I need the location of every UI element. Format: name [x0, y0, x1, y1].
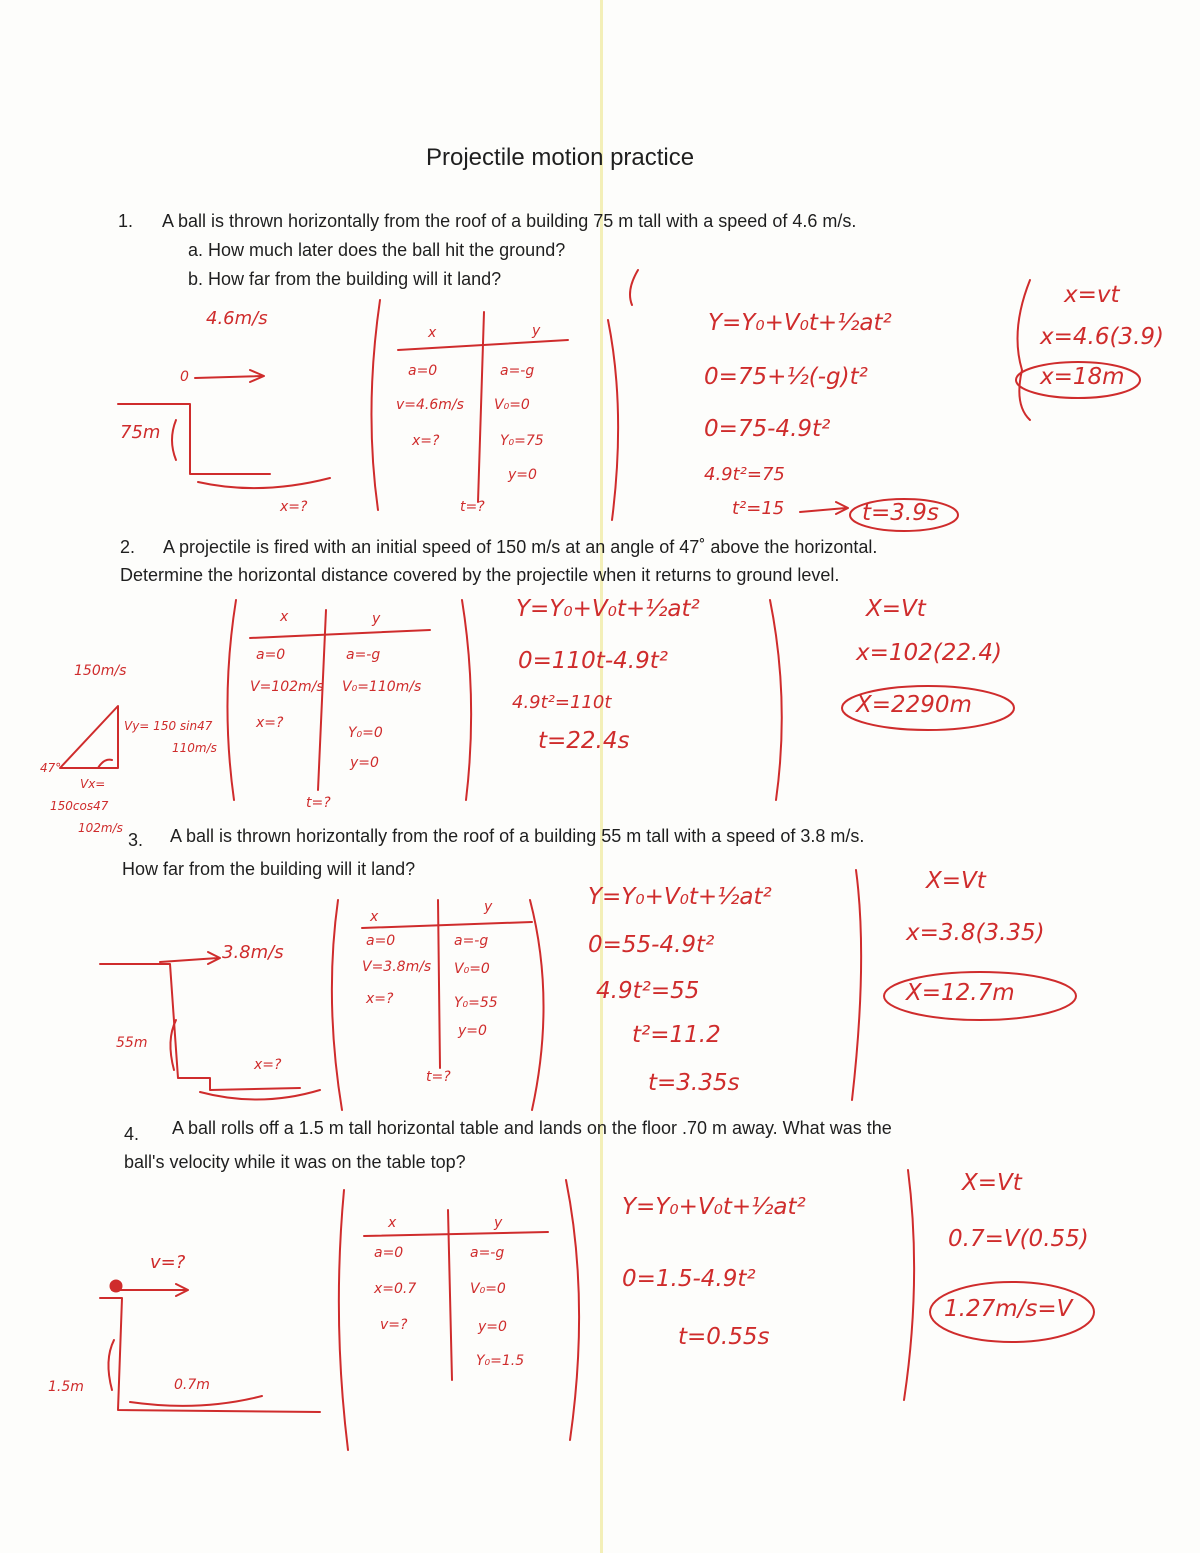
q2-table-hline	[250, 630, 430, 638]
q4-table-outline	[100, 1298, 320, 1412]
q1-t-arrow	[800, 502, 848, 514]
q4-sketch-speed: v=?	[150, 1252, 186, 1273]
q3-sketch-height: 55m	[116, 1035, 148, 1051]
q1-table-y-2: Y₀=75	[500, 433, 544, 449]
q2-eq-1: 0=110t-4.9t²	[518, 648, 668, 674]
q2-text-2: Determine the horizontal distance covered by the projectile when it returns to ground level.	[120, 565, 840, 585]
q4-table-y-2: y=0	[478, 1319, 507, 1335]
q4-table-bracket-right	[566, 1180, 579, 1440]
q3-sketch-distance: x=?	[254, 1057, 282, 1073]
q4-number: 4.	[124, 1124, 140, 1144]
q3-table-x-head: x	[370, 909, 379, 925]
q1-sketch-distance: x=?	[280, 499, 308, 515]
q3-table-x-1: V=3.8m/s	[362, 959, 432, 975]
q2-table-vline	[318, 610, 326, 790]
q1-table-y-1: V₀=0	[494, 397, 530, 413]
q4-table-x-0: a=0	[374, 1245, 404, 1261]
q1-sketch-origin: 0	[180, 369, 189, 385]
q2-eq-0: Y=Y₀+V₀t+½at²	[516, 596, 700, 622]
q1-table-x-1: v=4.6m/s	[396, 397, 464, 413]
q3-eq-2: 4.9t²=55	[596, 978, 700, 1004]
q4-table-y-0: a=-g	[470, 1245, 505, 1261]
q3-table-y-2: Y₀=55	[454, 995, 498, 1011]
q1-distance-brace	[198, 478, 330, 488]
q4-table-y-1: V₀=0	[470, 1281, 506, 1297]
q3-table-x-2: x=?	[366, 991, 394, 1007]
q2-text: A projectile is fired with an initial speed of 150 m/s at an angle of 47˚ above the horizontal.	[163, 537, 878, 557]
q2-eq-2: 4.9t²=110t	[512, 692, 612, 713]
q4-ans-1: 0.7=V(0.55)	[948, 1226, 1089, 1252]
q4-table-y-3: Y₀=1.5	[476, 1353, 525, 1369]
q1-table-x-head: x	[428, 325, 437, 341]
q3-eq-1: 0=55-4.9t²	[588, 932, 715, 958]
q4-eq-bracket-right	[904, 1170, 914, 1400]
q3-velocity-arrow	[160, 952, 220, 964]
q3-eq-bracket-right	[852, 870, 861, 1100]
q2-table-y-0: a=-g	[346, 647, 381, 663]
q1-sketch-speed: 4.6m/s	[206, 308, 268, 329]
q1-table-bracket-left	[371, 300, 380, 510]
q1-answer-bracket	[1018, 280, 1031, 420]
q3-table-t: t=?	[426, 1069, 451, 1085]
q2-table-x-2: x=?	[256, 715, 284, 731]
q3-ans-1: x=3.8(3.35)	[906, 920, 1045, 946]
q3-table-y-0: a=-g	[454, 933, 489, 949]
q3-table-hline	[362, 922, 532, 928]
q4-text-2: ball's velocity while it was on the table top?	[124, 1152, 466, 1172]
q1-table-x-2: x=?	[412, 433, 440, 449]
q3-eq-3: t²=11.2	[632, 1022, 721, 1048]
q3-table-y-3: y=0	[458, 1023, 487, 1039]
q3-sketch-speed: 3.8m/s	[222, 942, 284, 963]
q2-sketch-vy-val: 110m/s	[172, 741, 217, 755]
q1-eq-3: 4.9t²=75	[704, 464, 785, 485]
q1-eq-0: Y=Y₀+V₀t+½at²	[708, 310, 892, 336]
q4-table-hline	[364, 1232, 548, 1236]
q2-ans-1: x=102(22.4)	[856, 640, 1002, 666]
q1-paren	[630, 270, 638, 305]
q3-text: A ball is thrown horizontally from the roof of a building 55 m tall with a speed of 3.8 m/s.	[170, 826, 865, 846]
q2-table-bracket-right	[462, 600, 471, 800]
q1-table-t: t=?	[460, 499, 485, 515]
q3-distance-brace	[200, 1090, 320, 1100]
q4-table-x-2: v=?	[380, 1317, 408, 1333]
q2-table-bracket-left	[227, 600, 236, 800]
q3-number: 3.	[128, 830, 144, 850]
q1-velocity-arrow	[195, 370, 264, 382]
q1-number: 1.	[118, 211, 134, 231]
q2-sketch-vx: Vx=	[80, 777, 106, 791]
q1-sketch-height: 75m	[120, 422, 161, 443]
q2-sketch-vx-expr: 150cos47	[50, 799, 109, 813]
q4-table-x-1: x=0.7	[374, 1281, 417, 1297]
q3-ans-2: X=12.7m	[906, 980, 1015, 1006]
q2-table-y-1: V₀=110m/s	[342, 679, 422, 695]
q4-table-y-head: y	[494, 1215, 503, 1231]
q2-ans-2: X=2290m	[856, 692, 972, 718]
q4-eq-1: 0=1.5-4.9t²	[622, 1266, 756, 1292]
q2-angle-arc	[98, 760, 112, 768]
q1-height-brace	[172, 420, 176, 460]
q2-sketch-vx-val: 102m/s	[78, 821, 123, 835]
q2-eq-bracket-right	[770, 600, 782, 800]
q2-table-t: t=?	[306, 795, 331, 811]
q2-table-x-1: V=102m/s	[250, 679, 324, 695]
q4-velocity-arrow	[112, 1284, 188, 1296]
q1-table-y-head: y	[532, 323, 541, 339]
q3-eq-0: Y=Y₀+V₀t+½at²	[588, 884, 772, 910]
q1-part-b: b. How far from the building will it land?	[188, 269, 502, 289]
q1-part-a: a. How much later does the ball hit the ground?	[188, 240, 566, 260]
q2-sketch-speed: 150m/s	[74, 663, 127, 679]
q2-sketch-angle: 47°	[40, 761, 62, 775]
q4-sketch-height: 1.5m	[48, 1379, 84, 1395]
q2-table-y-3: y=0	[350, 755, 379, 771]
q1-ans-0: x=vt	[1064, 282, 1120, 308]
q1-ans-1: x=4.6(3.9)	[1040, 324, 1164, 350]
q2-number: 2.	[120, 537, 136, 557]
page-title: Projectile motion practice	[426, 144, 695, 171]
q3-table-bracket-left	[332, 900, 342, 1110]
q1-table-y-0: a=-g	[500, 363, 535, 379]
q1-table-x-0: a=0	[408, 363, 438, 379]
q3-table-bracket-right	[530, 900, 544, 1110]
q4-table-vline	[448, 1210, 452, 1380]
q2-table-y-head: y	[372, 611, 381, 627]
q3-eq-4: t=3.35s	[648, 1070, 740, 1096]
q1-eq-2: 0=75-4.9t²	[704, 416, 831, 442]
q2-eq-3: t=22.4s	[538, 728, 630, 754]
q4-table-x-head: x	[388, 1215, 397, 1231]
q3-ans-0: X=Vt	[926, 868, 986, 894]
q2-ans-0: X=Vt	[866, 596, 926, 622]
q1-table-bracket-right	[608, 320, 618, 520]
q2-table-x-0: a=0	[256, 647, 286, 663]
q4-ans-0: X=Vt	[962, 1170, 1022, 1196]
q2-sketch-vy: Vy= 150 sin47	[124, 719, 213, 733]
q1-eq-5: t=3.9s	[862, 500, 939, 526]
q1-table-y-3: y=0	[508, 467, 537, 483]
q4-ans-2: 1.27m/s=V	[944, 1296, 1073, 1322]
q3-table-y-head: y	[484, 899, 493, 915]
q1-text: A ball is thrown horizontally from the roof of a building 75 m tall with a speed of 4.6 m/s.	[162, 211, 857, 231]
q1-table-vline	[478, 312, 484, 502]
q4-eq-0: Y=Y₀+V₀t+½at²	[622, 1194, 806, 1220]
q2-table-x-head: x	[280, 609, 289, 625]
q4-distance-brace	[130, 1396, 262, 1406]
q2-table-y-2: Y₀=0	[348, 725, 383, 741]
q3-table-x-0: a=0	[366, 933, 396, 949]
q4-eq-2: t=0.55s	[678, 1324, 770, 1350]
q4-sketch-distance: 0.7m	[174, 1377, 210, 1393]
q4-table-bracket-left	[339, 1190, 348, 1450]
q4-height-brace	[108, 1340, 114, 1390]
q4-text: A ball rolls off a 1.5 m tall horizontal table and lands on the floor .70 m away. What was the	[172, 1118, 892, 1138]
q1-eq-1: 0=75+½(-g)t²	[704, 364, 868, 390]
q1-eq-4: t²=15	[732, 498, 785, 519]
q1-ans-2: x=18m	[1040, 364, 1125, 390]
q3-text-2: How far from the building will it land?	[122, 859, 416, 879]
q3-table-y-1: V₀=0	[454, 961, 490, 977]
